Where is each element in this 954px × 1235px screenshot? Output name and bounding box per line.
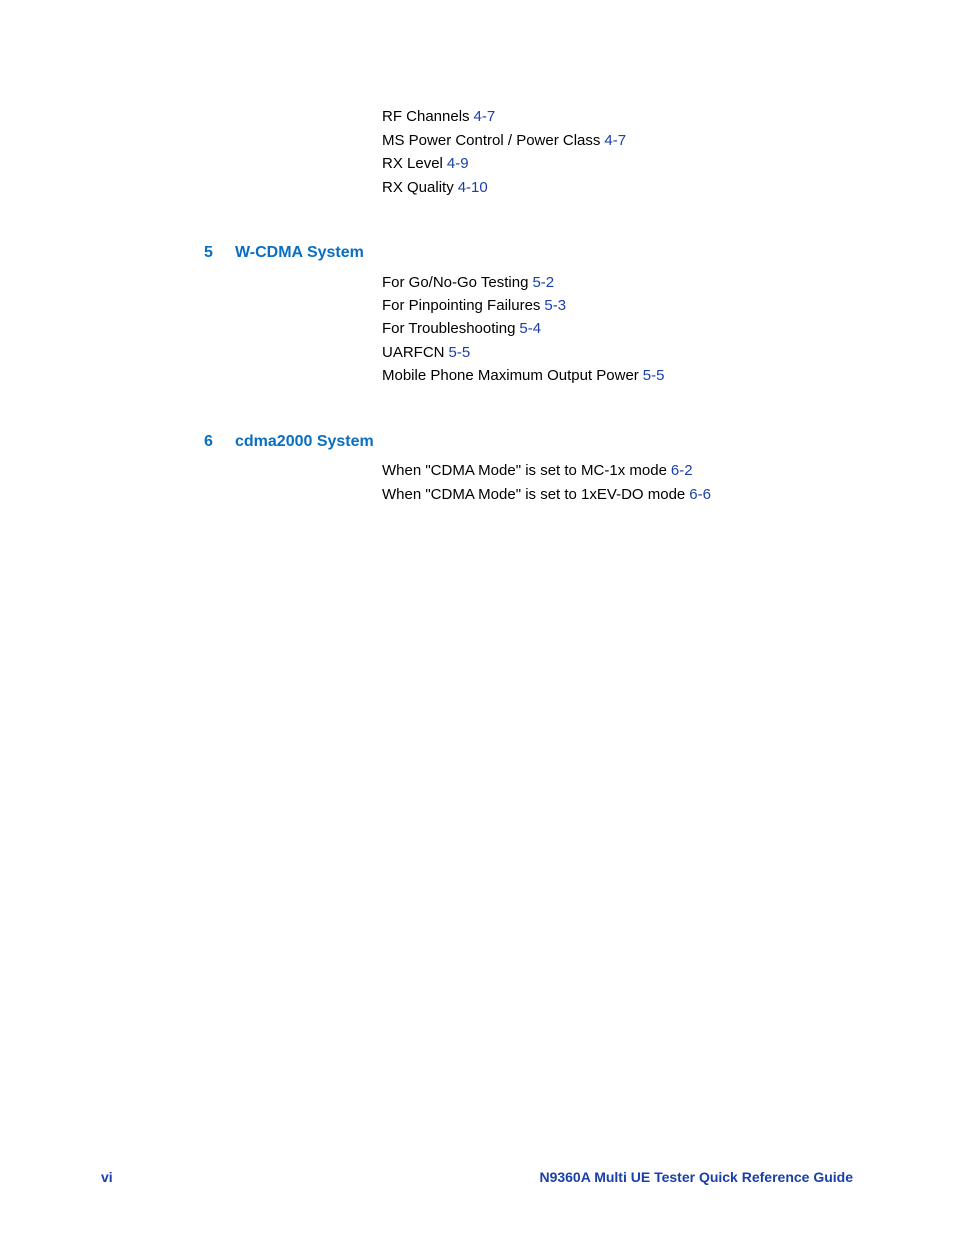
toc-entry[interactable] — [382, 131, 626, 151]
toc-entry-text: RX Quality — [382, 179, 454, 196]
toc-entry[interactable] — [382, 319, 541, 339]
toc-entry[interactable] — [382, 461, 693, 481]
toc-entry-text: For Go/No-Go Testing — [382, 274, 529, 291]
toc-entry[interactable] — [382, 343, 470, 363]
toc-page-link[interactable]: 5-3 — [544, 297, 567, 314]
toc-entry-text: When "CDMA Mode" is set to 1xEV-DO mode — [382, 486, 686, 503]
toc-entry-text: When "CDMA Mode" is set to MC-1x mode — [382, 462, 667, 479]
toc-page-link[interactable]: 4-9 — [446, 155, 469, 172]
chapter-number: 5 — [204, 244, 213, 261]
chapter-title: cdma2000 System — [235, 433, 374, 450]
toc-entry-text: RX Level — [382, 155, 443, 172]
toc-entry-text: RF Channels — [382, 108, 470, 125]
toc-entry-text: For Pinpointing Failures — [382, 297, 541, 314]
toc-entry[interactable] — [382, 366, 664, 386]
toc-entry-text: MS Power Control / Power Class — [382, 132, 601, 149]
toc-page-link[interactable]: 6-2 — [670, 462, 693, 479]
footer-page-number: vi — [101, 1169, 113, 1185]
toc-entry[interactable] — [382, 154, 469, 174]
chapter-heading-6[interactable] — [204, 431, 374, 453]
chapter-heading-5[interactable] — [204, 242, 364, 264]
toc-entry[interactable] — [382, 273, 554, 293]
toc-page-link[interactable]: 6-6 — [689, 486, 711, 503]
toc-page-link[interactable]: 5-2 — [532, 274, 555, 291]
footer-document-title: N9360A Multi UE Tester Quick Reference Guide — [539, 1169, 853, 1185]
toc-entry[interactable] — [382, 107, 495, 127]
toc-entry[interactable] — [382, 178, 488, 198]
toc-page-link[interactable]: 4-10 — [457, 179, 488, 196]
toc-entry-text: Mobile Phone Maximum Output Power — [382, 367, 639, 384]
toc-page-link[interactable]: 4-7 — [604, 132, 627, 149]
toc-entry[interactable] — [382, 485, 711, 505]
toc-page-link[interactable]: 5-5 — [642, 367, 665, 384]
toc-page-link[interactable]: 5-5 — [448, 344, 471, 361]
toc-entry[interactable] — [382, 296, 566, 316]
chapter-number: 6 — [204, 433, 213, 450]
toc-page-link[interactable]: 4-7 — [473, 108, 496, 125]
toc-page-link[interactable]: 5-4 — [519, 320, 542, 337]
toc-entry-text: For Troubleshooting — [382, 320, 516, 337]
toc-entry-text: UARFCN — [382, 344, 445, 361]
chapter-title: W-CDMA System — [235, 244, 364, 261]
